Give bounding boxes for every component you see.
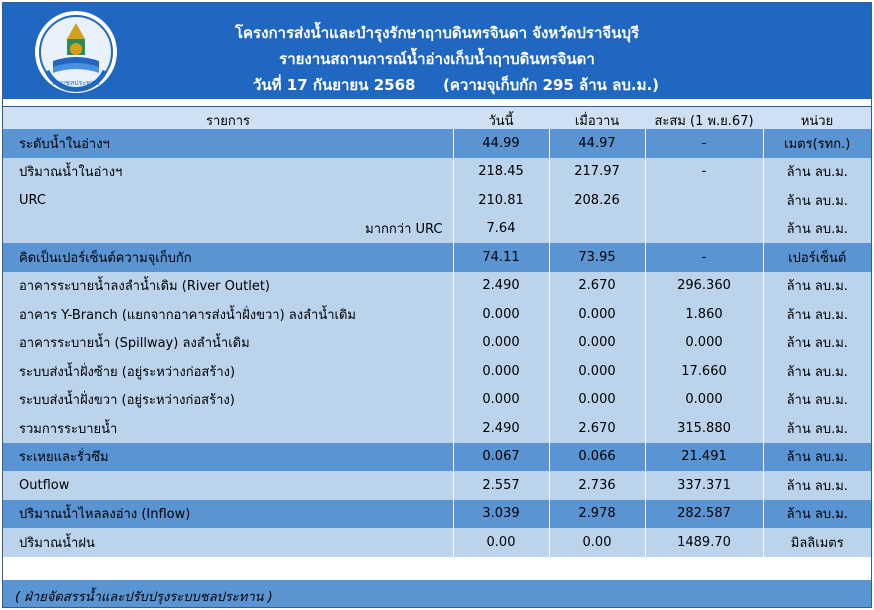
column-header-row (3, 106, 871, 130)
row-today: 2.490 (453, 272, 549, 301)
row-unit: ล้าน ลบ.ม. (763, 329, 871, 358)
row-cumulative: 1489.70 (645, 528, 763, 557)
row-yesterday (549, 215, 645, 244)
row-cumulative: 1.860 (645, 300, 763, 329)
row-cumulative: - (645, 243, 763, 272)
row-label: ระดับน้ำในอ่างฯ (3, 129, 453, 158)
row-yesterday: 0.000 (549, 386, 645, 415)
row-cumulative: 17.660 (645, 357, 763, 386)
row-label: URC (3, 186, 453, 215)
row-today: 210.81 (453, 186, 549, 215)
row-label: อาคารระบายน้ำลงลำน้ำเดิม (River Outlet) (3, 272, 453, 301)
table-row (3, 386, 871, 415)
row-today: 0.00 (453, 528, 549, 557)
row-today: 0.000 (453, 386, 549, 415)
row-unit: ล้าน ลบ.ม. (763, 500, 871, 529)
row-unit: ล้าน ลบ.ม. (763, 158, 871, 187)
row-yesterday: 2.670 (549, 414, 645, 443)
table-row (3, 215, 871, 244)
row-today: 2.490 (453, 414, 549, 443)
row-unit: ล้าน ลบ.ม. (763, 215, 871, 244)
report-sheet (2, 2, 872, 608)
row-yesterday: 0.000 (549, 357, 645, 386)
report-header (3, 3, 871, 99)
table-row (3, 129, 871, 158)
table-row (3, 443, 871, 472)
row-unit: เปอร์เซ็นต์ (763, 243, 871, 272)
row-label: ปริมาณน้ำไหลลงอ่าง (Inflow) (3, 500, 453, 529)
row-cumulative: 0.000 (645, 329, 763, 358)
row-unit: ล้าน ลบ.ม. (763, 357, 871, 386)
row-yesterday: 0.000 (549, 300, 645, 329)
col-cumulative: สะสม (1 พ.ย.67) (654, 114, 754, 129)
row-unit: ล้าน ลบ.ม. (763, 443, 871, 472)
storage-capacity: (ความจุเก็บกัก 295 ล้าน ลบ.ม.) (443, 76, 660, 94)
row-cumulative (645, 186, 763, 215)
row-label: ปริมาณน้ำฝน (3, 528, 453, 557)
report-title: รายงานสถานการณ์น้ำอ่างเก็บน้ำฤาบดินทรจินดา (279, 50, 595, 68)
row-label: อาคาร Y-Branch (แยกจากอาคารส่งน้ำฝั่งขวา) ลงลำน้ำเดิม (3, 300, 453, 329)
footer-department: ( ฝ่ายจัดสรรน้ำและปรับปรุงระบบชลประทาน ) (15, 590, 273, 605)
row-cumulative: 0.000 (645, 386, 763, 415)
row-cumulative (645, 215, 763, 244)
row-label: คิดเป็นเปอร์เซ็นต์ความจุเก็บกัก (3, 243, 453, 272)
row-unit: ล้าน ลบ.ม. (763, 186, 871, 215)
row-today: 44.99 (453, 129, 549, 158)
row-today: 2.557 (453, 471, 549, 500)
row-today: 0.000 (453, 329, 549, 358)
row-label: อาคารระบายน้ำ (Spillway) ลงลำน้ำเดิม (3, 329, 453, 358)
table-row (3, 528, 871, 557)
col-item: รายการ (205, 114, 251, 129)
row-yesterday: 2.736 (549, 471, 645, 500)
table-row (3, 186, 871, 215)
row-unit: ล้าน ลบ.ม. (763, 471, 871, 500)
row-cumulative: - (645, 158, 763, 187)
table-row (3, 272, 871, 301)
row-today: 218.45 (453, 158, 549, 187)
row-label: ระเหยและรั่วซึม (3, 443, 453, 472)
row-yesterday: 2.978 (549, 500, 645, 529)
row-today: 0.000 (453, 300, 549, 329)
row-unit: ล้าน ลบ.ม. (763, 414, 871, 443)
table-row (3, 500, 871, 529)
row-unit: เมตร(รทก.) (763, 129, 871, 158)
row-yesterday: 217.97 (549, 158, 645, 187)
row-unit: ล้าน ลบ.ม. (763, 272, 871, 301)
table-row (3, 414, 871, 443)
row-label: มากกว่า URC (3, 215, 453, 244)
row-label: Outflow (3, 471, 453, 500)
row-unit: มิลลิเมตร (763, 528, 871, 557)
table-row (3, 357, 871, 386)
table-row (3, 471, 871, 500)
table-row (3, 329, 871, 358)
row-yesterday: 2.670 (549, 272, 645, 301)
report-date: วันที่ 17 กันยายน 2568 (253, 76, 416, 94)
row-yesterday: 0.066 (549, 443, 645, 472)
row-cumulative: 337.371 (645, 471, 763, 500)
row-today: 0.000 (453, 357, 549, 386)
row-label: รวมการระบายน้ำ (3, 414, 453, 443)
row-cumulative: 315.880 (645, 414, 763, 443)
row-today: 0.067 (453, 443, 549, 472)
col-unit: หน่วย (800, 114, 834, 129)
table-row (3, 300, 871, 329)
row-today: 3.039 (453, 500, 549, 529)
col-yesterday: เมื่อวาน (574, 114, 620, 129)
row-cumulative: 296.360 (645, 272, 763, 301)
col-today: วันนี้ (488, 114, 514, 129)
row-yesterday: 0.00 (549, 528, 645, 557)
row-yesterday: 208.26 (549, 186, 645, 215)
row-today: 74.11 (453, 243, 549, 272)
svg-text:กรมชลประทาน: กรมชลประทาน (52, 79, 100, 87)
table-row (3, 158, 871, 187)
row-cumulative: 21.491 (645, 443, 763, 472)
row-today: 7.64 (453, 215, 549, 244)
row-yesterday: 44.97 (549, 129, 645, 158)
row-yesterday: 73.95 (549, 243, 645, 272)
water-report-table (3, 129, 871, 557)
table-row (3, 243, 871, 272)
row-yesterday: 0.000 (549, 329, 645, 358)
row-label: ระบบส่งน้ำฝั่งซ้าย (อยู่ระหว่างก่อสร้าง) (3, 357, 453, 386)
row-cumulative: 282.587 (645, 500, 763, 529)
row-unit: ล้าน ลบ.ม. (763, 386, 871, 415)
row-label: ระบบส่งน้ำฝั่งขวา (อยู่ระหว่างก่อสร้าง) (3, 386, 453, 415)
row-cumulative: - (645, 129, 763, 158)
row-label: ปริมาณน้ำในอ่างฯ (3, 158, 453, 187)
row-unit: ล้าน ลบ.ม. (763, 300, 871, 329)
report-footer (3, 580, 871, 607)
project-title: โครงการส่งน้ำและบำรุงรักษาฤาบดินทรจินดา จังหวัดปราจีนบุรี (234, 24, 640, 42)
